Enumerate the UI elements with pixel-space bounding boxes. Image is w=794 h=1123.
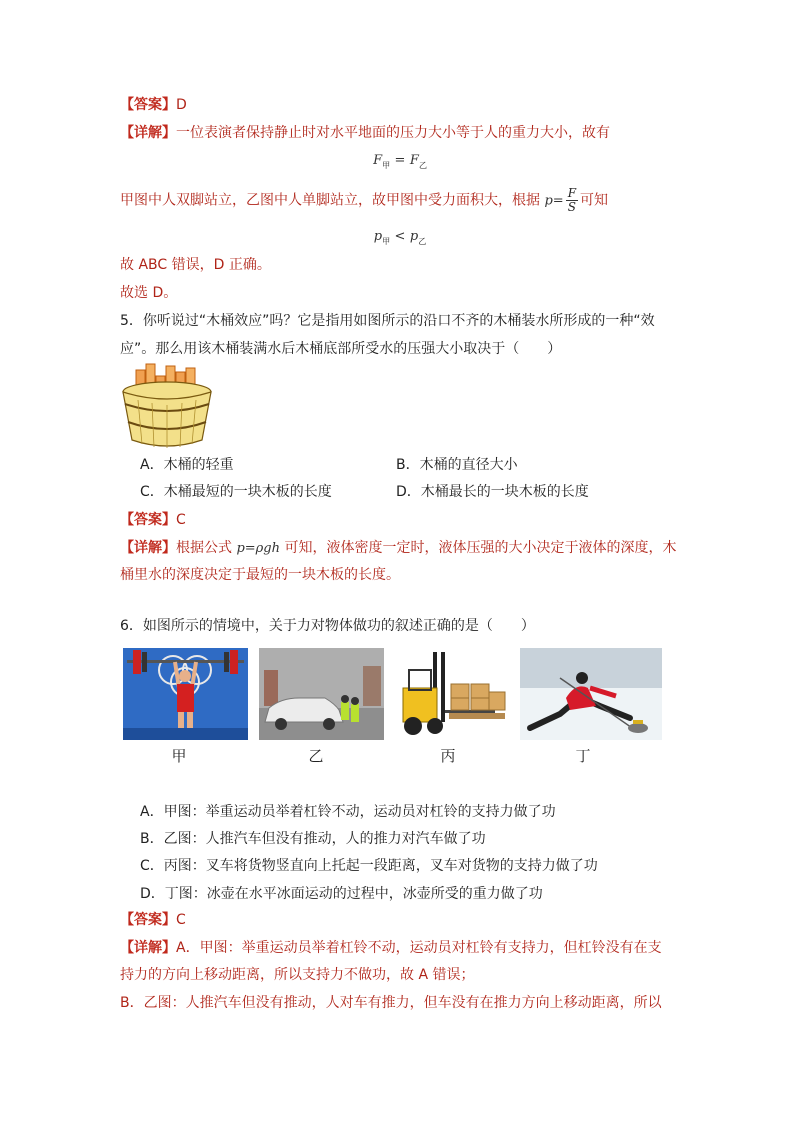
q4-answer-line bbox=[120, 95, 680, 115]
weightlifter-image bbox=[123, 648, 248, 740]
q4-choose: 故选 D。 bbox=[120, 285, 178, 301]
detail-text: 一位表演者保持静止时对水平地面的压力大小等于人的重力大小，故有 bbox=[176, 125, 610, 141]
caption-jia: 甲 bbox=[171, 747, 187, 765]
q5-answer-line: 【答案】C bbox=[120, 512, 186, 528]
q5-option-c[interactable]: C．木桶最短的一块木板的长度 bbox=[140, 484, 332, 500]
q4-detail-line1 bbox=[120, 123, 680, 143]
q6-stem: 6．如图所示的情境中，关于力对物体做功的叙述正确的是（ ） bbox=[120, 618, 535, 634]
q5-option-a[interactable]: A．木桶的轻重 bbox=[140, 457, 234, 473]
q6-detail-line1: 【详解】A．甲图：举重运动员举着杠铃不动，运动员对杠铃有支持力，但杠铃没有在支 bbox=[120, 940, 662, 956]
answer-tag: 【答案】 bbox=[120, 97, 176, 113]
answer-value: D bbox=[176, 97, 187, 113]
caption-yi: 乙 bbox=[308, 747, 324, 765]
curling-image bbox=[520, 648, 662, 740]
q6-answer-line: 【答案】C bbox=[120, 912, 186, 928]
q4-conclusion: 故 ABC 错误，D 正确。 bbox=[120, 257, 271, 273]
detail-tag: 【详解】 bbox=[120, 125, 176, 141]
fraction-f-over-s: $\frac{F}{S}$ bbox=[567, 186, 577, 214]
q5-detail-line2: 桶里水的深度决定于最短的一块木板的长度。 bbox=[120, 567, 400, 583]
q4-formula2: $p_甲 < p_乙$ bbox=[373, 229, 427, 246]
q4-detail-line2: 甲图中人双脚站立，乙图中人单脚站立，故甲图中受力面积大，根据 p= $\frac{F}{S}$ 可知 bbox=[120, 186, 609, 214]
q5-option-d[interactable]: D．木桶最长的一块木板的长度 bbox=[396, 484, 589, 500]
pressure-formula: p=ρgh bbox=[236, 541, 281, 556]
forklift-image bbox=[395, 648, 512, 740]
q5-stem-line2: 应”。那么用该木桶装满水后木桶底部所受水的压强大小取决于（ ） bbox=[120, 341, 562, 357]
q6-detail-line2: 持力的方向上移动距离，所以支持力不做功，故 A 错误； bbox=[120, 967, 475, 983]
caption-ding: 丁 bbox=[575, 747, 591, 765]
caption-bing: 丙 bbox=[440, 747, 456, 765]
q6-option-c[interactable]: C．丙图：叉车将货物竖直向上托起一段距离，叉车对货物的支持力做了功 bbox=[140, 858, 598, 874]
q5-option-b[interactable]: B．木桶的直径大小 bbox=[396, 457, 518, 473]
wooden-bucket-image bbox=[118, 362, 216, 448]
q4-formula1: $F_甲 = F_乙$ bbox=[373, 153, 427, 170]
q6-detail-line3: B．乙图：人推汽车但没有推动，人对车有推力，但车没有在推力方向上移动距离，所以 bbox=[120, 995, 662, 1011]
q6-option-d[interactable]: D．丁图：冰壶在水平冰面运动的过程中，冰壶所受的重力做了功 bbox=[140, 886, 543, 902]
q6-option-b[interactable]: B．乙图：人推汽车但没有推动，人的推力对汽车做了功 bbox=[140, 831, 486, 847]
pushing-car-image bbox=[259, 648, 384, 740]
q5-stem-line1: 5．你听说过“木桶效应”吗？它是指用如图所示的沿口不齐的木桶装水所形成的一种“效 bbox=[120, 313, 655, 329]
q6-option-a[interactable]: A．甲图：举重运动员举着杠铃不动，运动员对杠铃的支持力做了功 bbox=[140, 804, 556, 820]
q5-detail-line1: 【详解】根据公式 p=ρgh 可知，液体密度一定时，液体压强的大小决定于液体的深度，木 bbox=[120, 540, 677, 556]
